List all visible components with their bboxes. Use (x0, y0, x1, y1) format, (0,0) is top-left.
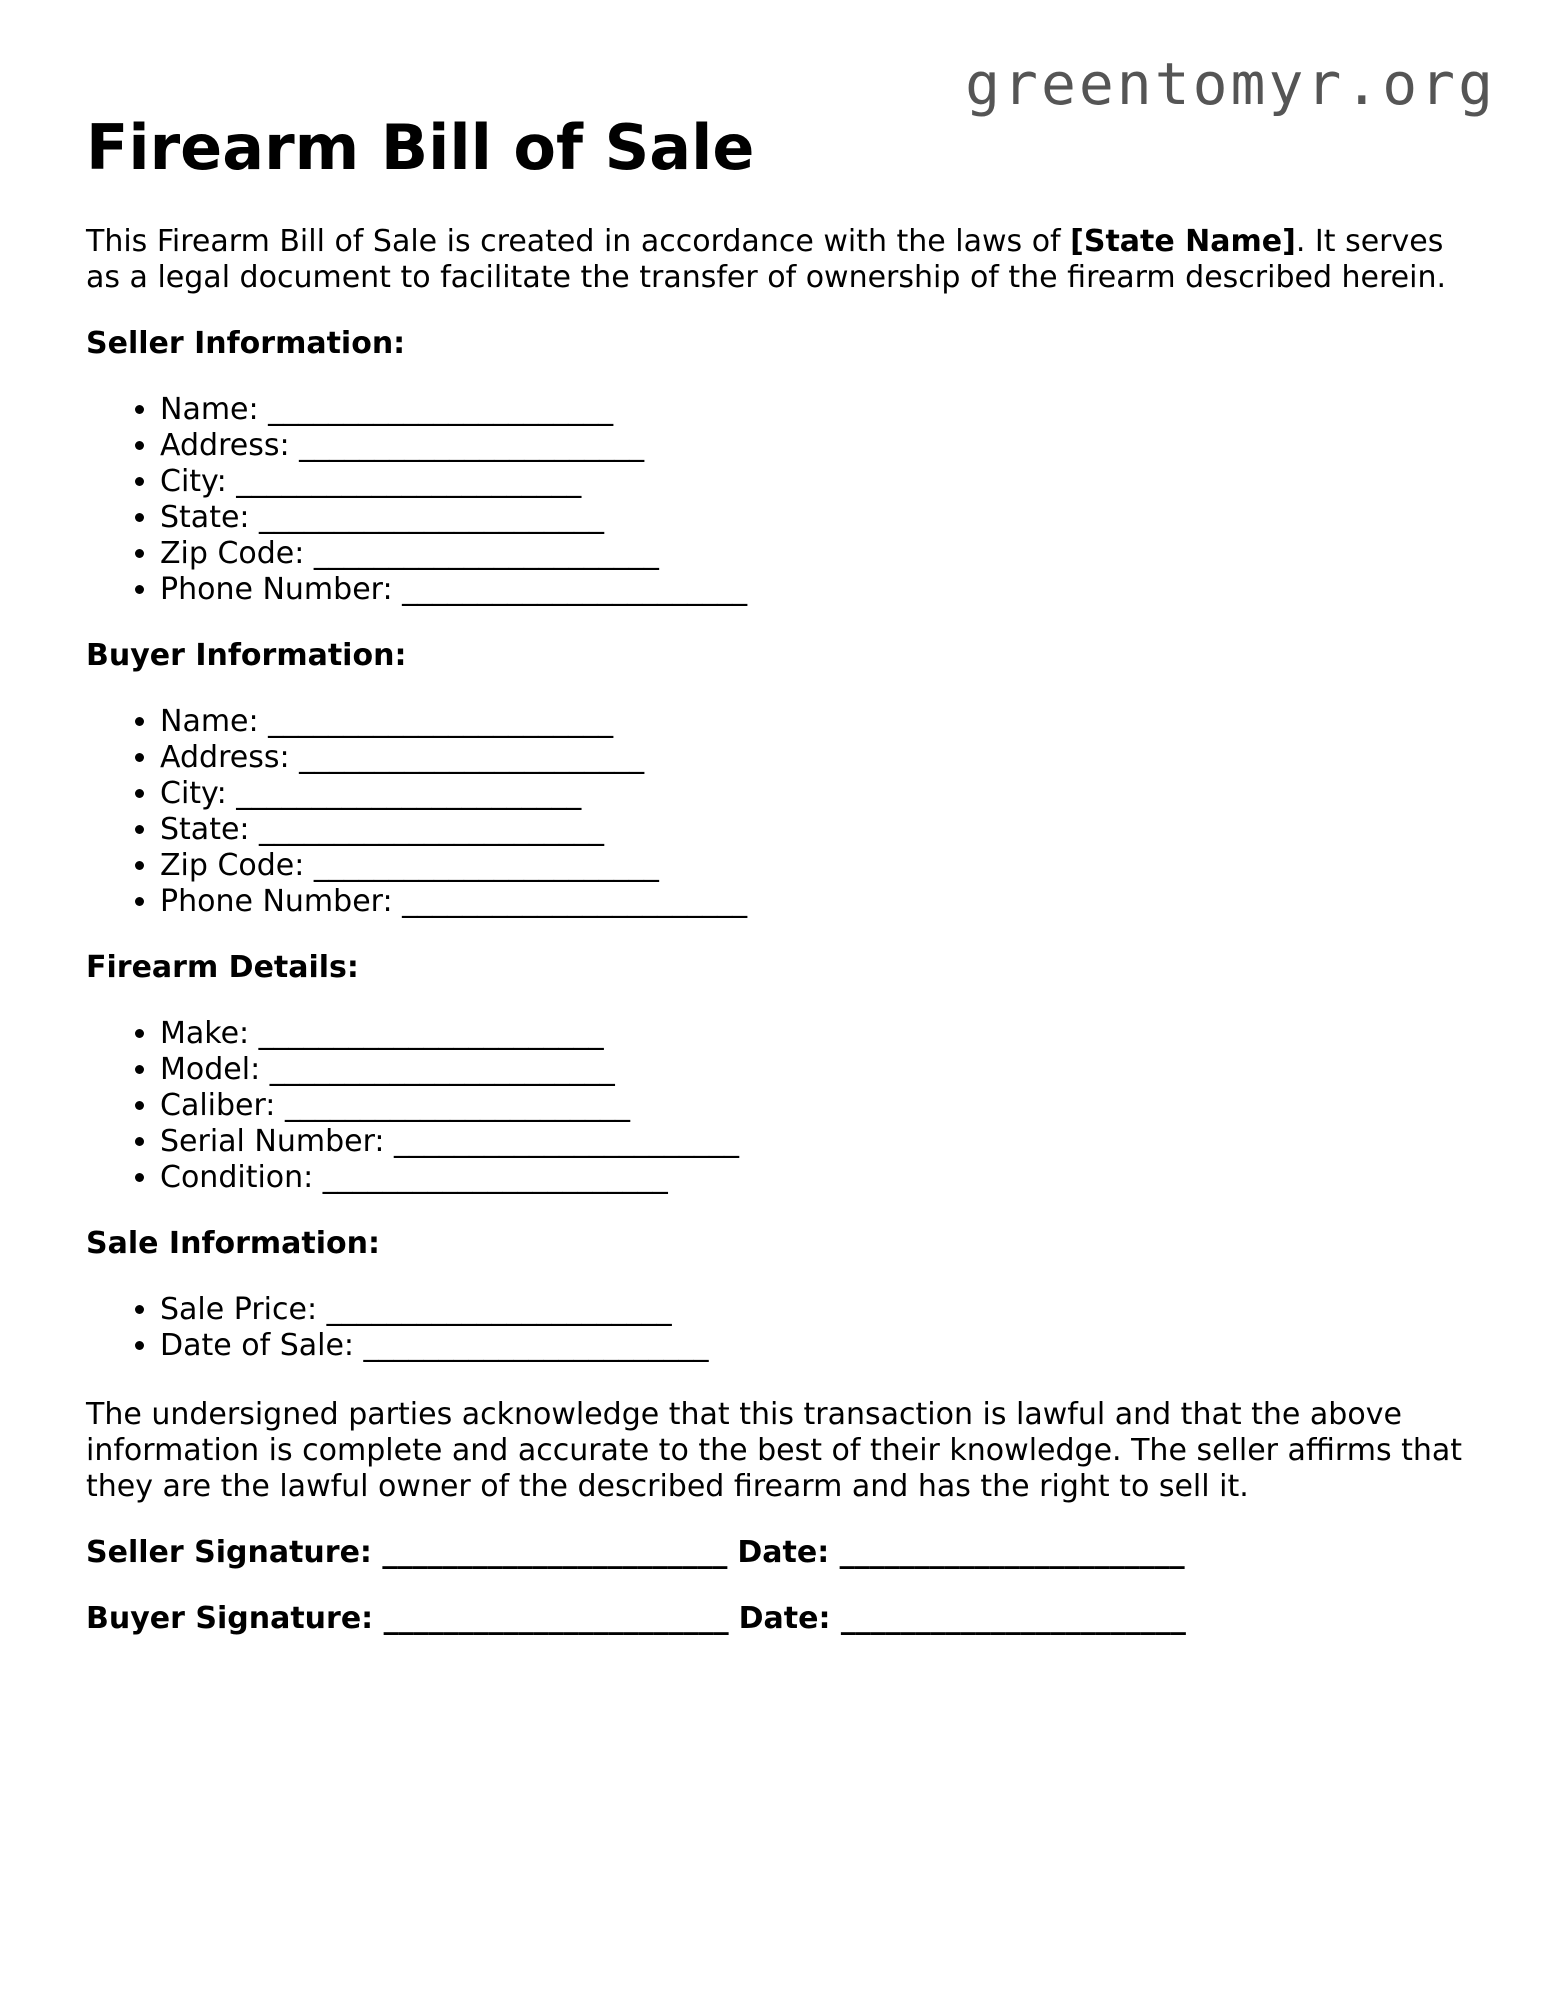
seller-signature-line (86, 1535, 1486, 1571)
seller-information-heading: Seller Information: (86, 326, 406, 361)
seller-city-field: • City: _______________________ (160, 464, 1486, 500)
firearm-details-heading: Firearm Details: (86, 950, 359, 985)
seller-phone-field: • Phone Number: _______________________ (160, 572, 1486, 608)
buyer-signature-label: Buyer Signature: _______________________ (86, 1601, 729, 1636)
state-name-placeholder: [State Name] (1070, 224, 1296, 259)
sale-information-heading: Sale Information: (86, 1226, 380, 1261)
buyer-zip-field: • Zip Code: _______________________ (160, 848, 1486, 884)
seller-name-field: • Name: _______________________ (160, 392, 1486, 428)
intro-paragraph (86, 224, 1486, 296)
seller-zip-field: • Zip Code: _______________________ (160, 536, 1486, 572)
watermark-text: greentomyr.org (965, 50, 1496, 118)
firearm-caliber-field: • Caliber: _______________________ (160, 1088, 1486, 1124)
buyer-city-field: • City: _______________________ (160, 776, 1486, 812)
firearm-condition-field: • Condition: _______________________ (160, 1160, 1486, 1196)
buyer-information-heading: Buyer Information: (86, 638, 407, 673)
seller-information-list (86, 392, 1486, 608)
buyer-information-list (86, 704, 1486, 920)
buyer-phone-field: • Phone Number: _______________________ (160, 884, 1486, 920)
sale-information-list (86, 1292, 1486, 1364)
firearm-details-list (86, 1016, 1486, 1196)
buyer-signature-line (86, 1601, 1486, 1637)
buyer-state-field: • State: _______________________ (160, 812, 1486, 848)
sale-price-field: • Sale Price: _______________________ (160, 1292, 1486, 1328)
firearm-serial-field: • Serial Number: _______________________ (160, 1124, 1486, 1160)
seller-address-field: • Address: _______________________ (160, 428, 1486, 464)
firearm-make-field: • Make: _______________________ (160, 1016, 1486, 1052)
seller-state-field: • State: _______________________ (160, 500, 1486, 536)
sale-date-field: • Date of Sale: _______________________ (160, 1328, 1486, 1364)
acknowledgement-paragraph: The undersigned parties acknowledge that this transaction is lawful and that the above information is complete and accurate to the best of their knowledge. The seller affirms that they are the lawful owner of the described firearm and has the right to sell it. (86, 1397, 1463, 1504)
firearm-model-field: • Model: _______________________ (160, 1052, 1486, 1088)
buyer-signature-date: Date: _______________________ (738, 1601, 1186, 1636)
buyer-name-field: • Name: _______________________ (160, 704, 1486, 740)
seller-signature-date: Date: _______________________ (737, 1535, 1185, 1570)
intro-text-after: . It serves as a legal document to facilitate the transfer of ownership of the firearm described herein. (86, 224, 1447, 295)
seller-signature-label: Seller Signature: _______________________ (86, 1535, 728, 1570)
document-title: Firearm Bill of Sale (86, 111, 755, 184)
buyer-address-field: • Address: _______________________ (160, 740, 1486, 776)
document-page (86, 112, 1486, 1637)
intro-text-before: This Firearm Bill of Sale is created in accordance with the laws of (86, 224, 1071, 259)
